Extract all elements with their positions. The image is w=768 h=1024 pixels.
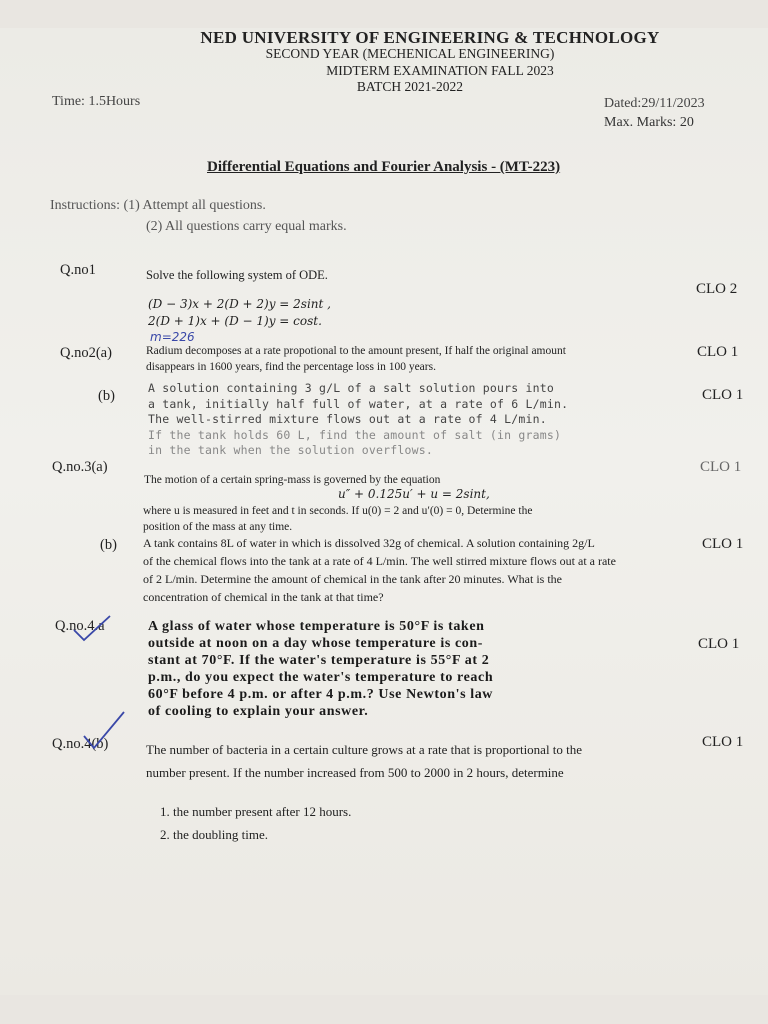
q4b-text	[146, 738, 691, 784]
q2b-line-5: in the tank when the solution overflows.	[148, 443, 433, 457]
q3b-clo: CLO 1	[702, 536, 744, 552]
q1-clo: CLO 2	[696, 281, 738, 297]
q3b-text	[143, 534, 693, 606]
q2a-text	[146, 343, 691, 375]
q4a-line-5: 60°F before 4 p.m. or after 4 p.m.? Use Newton's law	[148, 687, 494, 702]
q4b-item-2: 2. the doubling time.	[160, 827, 268, 842]
q2b-label: (b)	[98, 388, 115, 404]
q1-equation-1: (D − 3)x + 2(D + 2)y = 2sint ,	[148, 297, 331, 311]
q2a-line-1: Radium decomposes at a rate propotional to the amount present, If half the original amount	[146, 345, 566, 357]
q4b-list	[160, 800, 351, 846]
q2a-line-2: disappears in 1600 years, find the percentage loss in 100 years.	[146, 361, 436, 373]
q1-text: Solve the following system of ODE.	[146, 268, 328, 282]
q4b-clo: CLO 1	[702, 734, 744, 750]
q4a-line-4: p.m., do you expect the water's temperature to reach	[148, 670, 494, 685]
q2b-line-4: If the tank holds 60 L, find the amount of salt (in grams)	[148, 427, 562, 442]
q3a-label: Q.no.3(a)	[52, 459, 108, 475]
program-name: SECOND YEAR (MECHENICAL ENGINEERING)	[265, 46, 555, 61]
bottom-margin	[0, 995, 768, 1024]
q4a-clo: CLO 1	[698, 636, 740, 652]
q3b-label: (b)	[100, 537, 117, 553]
exam-time: Time: 1.5Hours	[52, 94, 141, 109]
university-name: NED UNIVERSITY OF ENGINEERING & TECHNOLOGY	[200, 28, 660, 47]
q4a-line-6: of cooling to explain your answer.	[148, 704, 369, 719]
q2b-text	[148, 381, 688, 459]
instructions-label: Instructions:	[50, 198, 120, 213]
q2b-line-1: A solution containing 3 g/L of a salt solution pours into	[148, 381, 555, 395]
q3a-equation: u″ + 0.125u′ + u = 2sint,	[338, 487, 490, 501]
course-title: Differential Equations and Fourier Analysis - (MT-223)	[207, 159, 561, 175]
q4b-line-2: number present. If the number increased from 500 to 2000 in 2 hours, determine	[146, 765, 564, 780]
check-mark-icon	[78, 706, 138, 756]
q3a-intro: The motion of a certain spring-mass is governed by the equation	[144, 474, 441, 486]
q3b-line-4: concentration of chemical in the tank at that time?	[143, 590, 384, 604]
q3a-line-2: position of the mass at any time.	[143, 521, 293, 533]
q4a-text	[148, 618, 688, 720]
top-margin	[0, 0, 768, 28]
check-mark-icon	[70, 610, 130, 646]
q4a-line-2: outside at noon on a day whose temperature is con-	[148, 636, 484, 651]
q1-label: Q.no1	[60, 262, 96, 278]
q4a-line-3: stant at 70°F. If the water's temperature is 55°F at 2	[148, 653, 490, 668]
q2b-clo: CLO 1	[702, 387, 744, 403]
q3a-clo: CLO 1	[700, 459, 742, 475]
q3b-line-2: of the chemical flows into the tank at a rate of 4 L/min. The well stirred mixture flows out at a rate	[143, 554, 616, 568]
q3a-text	[143, 503, 691, 535]
q1-pen-annotation: m=226	[150, 330, 195, 344]
q2b-line-2: a tank, initially half full of water, at a rate of 6 L/min.	[148, 396, 569, 411]
q4b-item-1: 1. the number present after 12 hours.	[160, 804, 352, 819]
exam-date: Dated:29/11/2023	[604, 96, 705, 111]
q4b-label: Q.no.4(b)	[52, 736, 109, 752]
q2b-line-3: The well-stirred mixture flows out at a rate of 4 L/min.	[148, 412, 547, 426]
q2a-label: Q.no2(a)	[60, 345, 112, 361]
batch-name: BATCH 2021-2022	[356, 79, 464, 94]
instructions-block	[50, 198, 266, 214]
q3b-line-3: of 2 L/min. Determine the amount of chemical in the tank after 20 minutes. What is the	[143, 572, 562, 586]
instruction-item-2: (2) All questions carry equal marks.	[146, 219, 347, 234]
instruction-item-1: (1) Attempt all questions.	[123, 198, 266, 213]
q3a-line-1: where u is measured in feet and t in seconds. If u(0) = 2 and u′(0) = 0, Determine the	[143, 505, 533, 517]
exam-name: MIDTERM EXAMINATION FALL 2023	[326, 63, 554, 78]
q1-equation-2: 2(D + 1)x + (D − 1)y = cost.	[148, 314, 322, 328]
q4b-line-1: The number of bacteria in a certain culture grows at a rate that is proportional to the	[146, 742, 583, 757]
q4a-label: Q.no.4.a	[55, 618, 105, 634]
q3b-line-1: A tank contains 8L of water in which is dissolved 32g of chemical. A solution containing 2g/L	[143, 536, 595, 550]
q2a-clo: CLO 1	[697, 344, 739, 360]
q4a-line-1: A glass of water whose temperature is 50°F is taken	[148, 619, 485, 634]
max-marks: Max. Marks: 20	[604, 115, 694, 130]
